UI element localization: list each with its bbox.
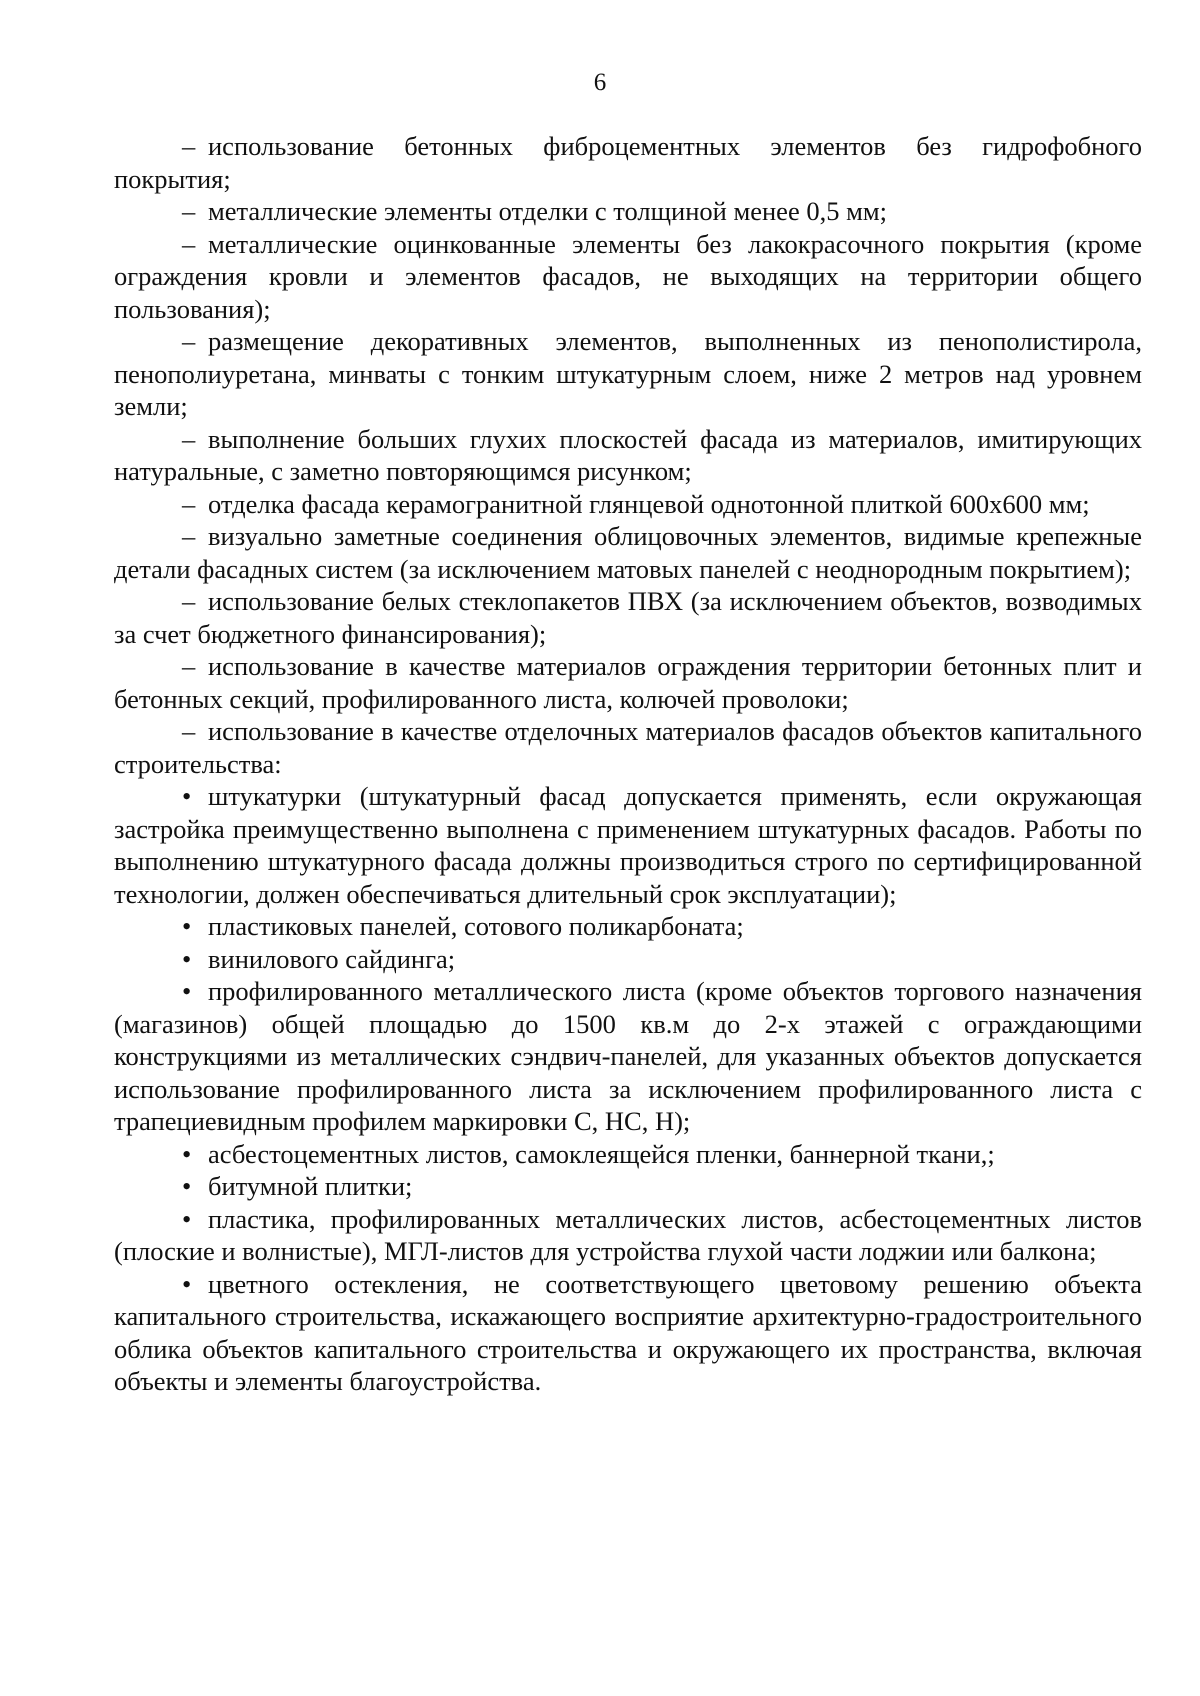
dash-marker: – [182, 131, 196, 161]
page-number: 6 [593, 69, 607, 96]
bullet-item-text: винилового сайдинга; [208, 943, 456, 974]
document-body [114, 130, 1142, 1398]
list-item [114, 325, 1142, 423]
bullet-marker: • [182, 1268, 192, 1299]
list-item-text: использование белых стеклопакетов ПВХ (за исключением объектов, возводимых за счет бюджетного финансирования); [114, 586, 1142, 649]
bullet-item [114, 975, 1142, 1138]
list-item [114, 195, 1142, 228]
bullet-marker: • [182, 1171, 192, 1201]
list-item [114, 488, 1142, 521]
bullet-item [114, 780, 1142, 910]
bullet-item-text: профилированного металлического листа (кроме объектов торгового назначения (магазинов) общей площадью до 1500 кв.м до 2-х этажей с ограждающими конструкциями из металлических сэндвич-панелей, для указанных объектов допускается использование профилированного листа за исключением профилированного листа с трапециевидным профилем маркировки С, НС, Н); [114, 976, 1142, 1136]
list-item [114, 130, 1142, 195]
bullet-marker: • [182, 943, 192, 974]
bullet-item [114, 1138, 1142, 1171]
list-item [114, 520, 1142, 585]
dash-marker: – [182, 716, 196, 746]
dash-marker: – [182, 196, 196, 226]
list-item [114, 423, 1142, 488]
list-item-text: визуально заметные соединения облицовочных элементов, видимые крепежные детали фасадных систем (за исключением матовых панелей с неоднородным покрытием); [114, 521, 1142, 584]
bullet-marker: • [182, 976, 192, 1006]
list-item [114, 715, 1142, 780]
bullet-item-text: пластика, профилированных металлических листов, асбестоцементных листов (плоские и волнистые), МГЛ-листов для устройства глухой части лоджии или балкона; [114, 1203, 1142, 1266]
bullet-marker: • [182, 911, 192, 941]
bullet-marker: • [182, 1203, 192, 1234]
list-item-text: размещение декоративных элементов, выполненных из пенополистирола, пенополиуретана, минваты с тонким штукатурным слоем, ниже 2 метров над уровнем земли; [114, 326, 1142, 421]
bullet-item [114, 1203, 1142, 1268]
list-item-text: выполнение больших глухих плоскостей фасада из материалов, имитирующих натуральные, с заметно повторяющимся рисунком; [114, 423, 1142, 486]
bullet-item [114, 943, 1142, 976]
bullet-marker: • [182, 1138, 192, 1169]
list-item-text: металлические оцинкованные элементы без лакокрасочного покрытия (кроме ограждения кровли и элементов фасадов, не выходящих на территории общего пользования); [114, 228, 1142, 324]
dash-marker: – [182, 326, 196, 356]
bullet-marker: • [182, 781, 192, 811]
dash-marker: – [182, 651, 196, 681]
list-item [114, 650, 1142, 715]
dash-marker: – [182, 228, 196, 259]
bullet-item [114, 910, 1142, 943]
bullet-item [114, 1268, 1142, 1398]
list-item-text: отделка фасада керамогранитной глянцевой однотонной плиткой 600х600 мм; [208, 488, 1090, 519]
list-item-text: использование в качестве отделочных материалов фасадов объектов капитального строительства: [114, 716, 1142, 779]
bullet-item [114, 1170, 1142, 1203]
list-item [114, 228, 1142, 326]
bullet-item-text: штукатурки (штукатурный фасад допускается применять, если окружающая застройка преимущественно выполнена с применением штукатурных фасадов. Работы по выполнению штукатурного фасада должны производиться строго по сертифицированной технологии, должен обеспечиваться длительный срок эксплуатации); [114, 781, 1142, 909]
list-item-text: использование в качестве материалов ограждения территории бетонных плит и бетонных секций, профилированного листа, колючей проволоки; [114, 651, 1142, 714]
list-item [114, 585, 1142, 650]
list-item-text: использование бетонных фиброцементных элементов без гидрофобного покрытия; [114, 131, 1142, 194]
dash-marker: – [182, 423, 196, 454]
bullet-item-text: пластиковых панелей, сотового поликарбоната; [208, 911, 744, 941]
bullet-item-text: битумной плитки; [208, 1171, 413, 1201]
bullet-item-text: асбестоцементных листов, самоклеящейся пленки, баннерной ткани,; [208, 1138, 995, 1169]
list-item-text: металлические элементы отделки с толщиной менее 0,5 мм; [208, 196, 887, 226]
bullet-item-text: цветного остекления, не соответствующего цветовому решению объекта капитального строительства, искажающего восприятие архитектурно-градостроительного облика объектов капитального строительства и окружающего их пространства, включая объекты и элементы благоустройства. [114, 1268, 1142, 1396]
dash-marker: – [182, 488, 196, 519]
dash-marker: – [182, 521, 196, 551]
dash-marker: – [182, 586, 196, 616]
